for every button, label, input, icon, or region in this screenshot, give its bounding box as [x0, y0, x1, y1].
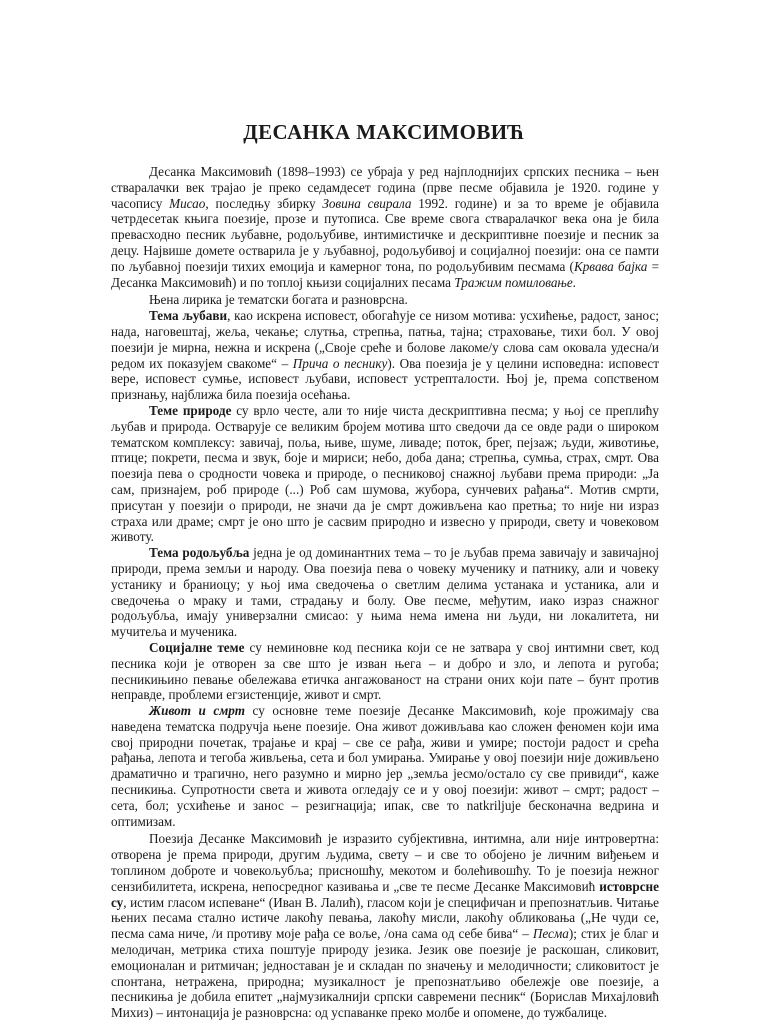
work-title: Песма — [532, 926, 569, 942]
paragraph-poetics: Поезија Десанке Максимовић је изразито субјективна, интимна, али није интровертна: отворена је према природи, другим људима, свету – и све то обојено је личним виђењем и топлином доброте и човекољубља; присношћу, мекотом и болећивошћу. То је поезија нежног сензибилитета, искрена, непосредног казивања и „све те песме Десанке Максимовић истоврсне су, истим гласом испеване“ (Иван В. Лалић), гласом који је специфичан и препознатљив. Читање њених песама стално истиче лакоћу певања, лакоћу мисли, лакоћу обликовања („Не чуди се, песма сама ниче, /и противу моје рађа се воље, /она сама од себе бива“ – Песма); стих је благ и мелодичан, метрика стиха поштује природу језика. Језик ове поезије је раскошан, сликовит, емоционалан и ритмичан; једноставан је и складан по значењу и мелодичности; сликовитост је спонтана, нетражена, природна; музикалност је препознатљиво обележје ове поезије, а песникиња је добила епитет „најмузикалнији српски савремени песник“ (Борислав Михајловић Михиз) – интонација је разноврсна: од успаванке преко молбе и опомене, до тужбалице. — [111, 831, 659, 1021]
theme-heading: Тема љубави — [149, 308, 228, 324]
paragraph-nature-theme: Теме природе су врло честе, али то није чиста дескриптивна песма; у њој се преплићу љубав и природа. Остварује се великим бројем мотива што сведочи да се овде ради о широком тематском комплексу: завичај, поља, њиве, шуме, ливаде; поток, брег, пејзаж; људи, животиње, птице; покрети, песма и звук, боје и мириси; небо, доба дана; стрепња, сумња, страх, смрт. Ова поезија пева о сродности човека и природе, о песниковој снажној љубави према природи: „Ја сам, признајем, роб природе (...) Роб сам шумова, жубора, сунчевих рађања“. Мотив смрти, присутан у поезији о природи, не значи да је смрт доживљена као претња; то није ни израз страха или драме; смрт је оно што је сасвим природно и извесно у природи, свету и човековом животу. — [111, 402, 659, 545]
theme-heading: Социјалне теме — [149, 639, 245, 655]
paragraph-social-theme: Социјалне теме су неминовне код песника који се не затвара у свој интимни свет, код песника који је отворен за све што је изван њега – и добро и зло, и лепота и ругоба; песникињино певање обележава етичка ангажованост на страни оних који пате – бунт против неправде, проблеми егзистенције, живот и смрт. — [111, 639, 659, 703]
work-title: Зовина свирала — [322, 195, 412, 211]
theme-heading: Живот и смрт — [149, 703, 245, 719]
paragraph-life-death-theme: Живот и смрт су основне теме поезије Десанке Максимовић, које прожимају сва наведена тематска подручја њене поезије. Она живот доживљава као сложен феномен који има свој природни почетак, трајање и крај – све се рађа, живи и умире; постоји радост и срећа рађања, лепота и тегоба живљења, сета и бол умирања. Умирање у овој поезији није доживљено драматично и трагично, него разумно и мирно јер „земља јесмо/остало су све привиди“, каже песникиња. Супротности света и живота огледају се и у овој поезији: живот – смрт; радост – сета, бол; усхићење и занос – резигнација; ипак, све то natkriljuje бесконачна ведрина и оптимизам. — [111, 703, 659, 829]
work-title: Мисао — [169, 195, 206, 211]
paragraph-love-theme: Тема љубави, као искрена исповест, обогаћује се низом мотива: усхићење, радост, занос; нада, наговештај, жеља, чекање; слутња, стрепња, патња, тајна; страховање, тихи бол. У овој поезији је мирна, нежна и искрена („Своје среће и болове лакоме/у слова сам оковала удесна/и редом их показујем свакоме“ – Прича о песнику). Ова поезија је у целини исповедна: исповест вере, исповест сумње, исповест љубави, исповест устрепталости. Њој је, према сопственом признању, најближа била поезија осећања. — [111, 308, 659, 403]
theme-heading: Тема родољубља — [149, 545, 250, 561]
document-title: ДЕСАНКА МАКСИМОВИЋ — [243, 120, 525, 144]
emphasis: истоврсне су — [111, 878, 659, 910]
theme-heading: Теме природе — [149, 402, 232, 418]
paragraph-patriotism-theme: Тема родољубља једна је од доминантних тема – то је љубав према завичају и завичајној природи, према земљи и народу. Ова поезија пева о човеку мученику и патнику, али и човеку устанику и браниоцу; у њој има сведочења о светлим делима устанака и устаника, али и сведочења о мраку и тами, страдању и болу. Ове песме, међутим, иако израз снажног родољубља, имају универзални смисао: у њима нема имена ни људи, ни локалитета, ни мучитеља и мученика. — [111, 545, 659, 640]
paragraph-lyric-summary: Њена лирика је тематски богата и разноврсна. — [149, 292, 408, 308]
document-body — [111, 164, 659, 1021]
work-title: Прича о песнику — [292, 355, 388, 371]
work-title: Крвава бајка — [573, 258, 648, 274]
work-title: Тражим помиловање — [454, 274, 573, 290]
paragraph-intro: Десанка Максимовић (1898–1993) се убраја у ред најплоднијих српских песника – њен стваралачки век трајао је преко седамдесет година (прве песме објавила је 1920. године у часопису Мисао, последњу збирку Зовина свирала 1992. године) и за то време је објавила четрдесетак књига поезије, прозе и путописа. Све време свога стваралачког века она је била превасходно песник љубавне, родољубиве, интимистичке и дескриптивне поезије и песник за децу. Највише домете остварила је у љубавној, родољубивој и социјалној поезији: она се памти по љубавној поезији тихих емоција и камерног тона, по родољубивим песмама (Крвава бајка = Десанка Максимовић) и по топлој књизи социјалних песама Тражим помиловање. — [111, 164, 660, 290]
